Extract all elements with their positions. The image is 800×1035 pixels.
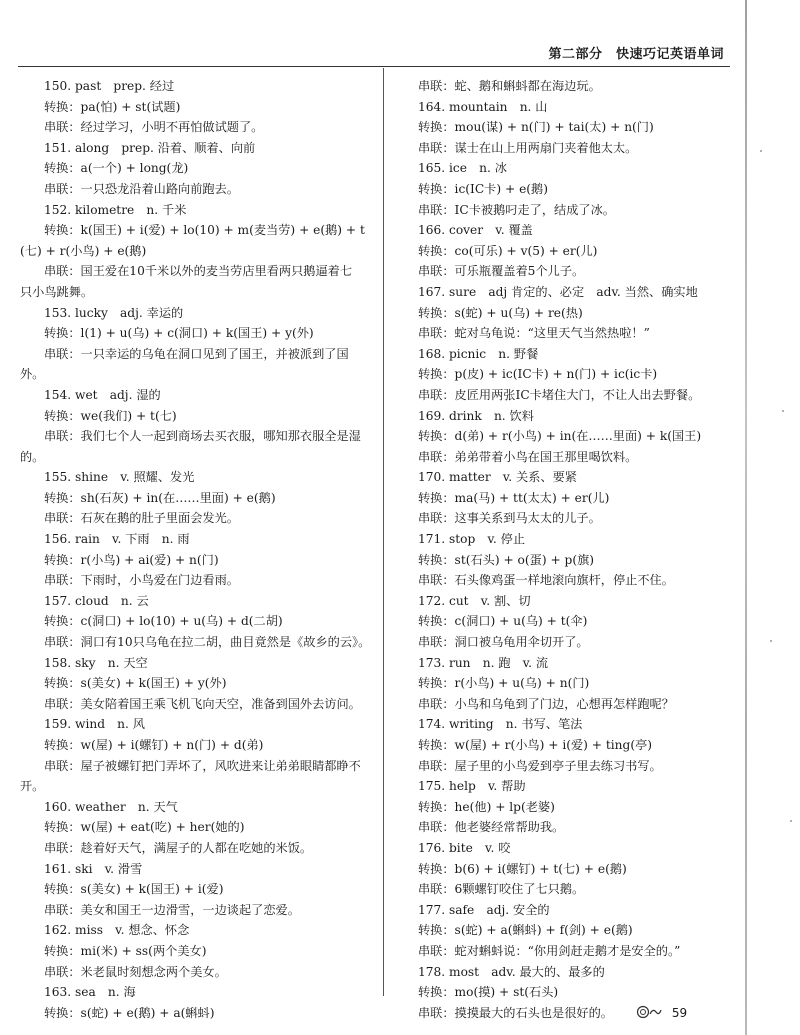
page-ornament-icon — [636, 1005, 662, 1022]
text-line: 157. cloud n. 云 — [44, 593, 149, 608]
text-line: 转换：c(洞口) + lo(10) + u(乌) + d(二胡) — [44, 614, 283, 629]
text-line: 串联：他老婆经常帮助我。 — [418, 820, 565, 835]
text-line: 转换：w(屋) + i(螺钉) + n(门) + d(弟) — [44, 738, 264, 752]
scan-edge-shadow — [745, 0, 747, 1035]
text-line: 152. kilometre n. 千米 — [44, 202, 187, 217]
text-line: 串联：这事关系到马太太的儿子。 — [418, 511, 601, 526]
text-line: 转换：we(我们) + t(七) — [44, 408, 177, 423]
text-line: 175. help v. 帮助 — [418, 779, 526, 794]
text-line: 串联：IC卡被鹅叼走了，结成了冰。 — [418, 202, 615, 217]
text-line: 转换：s(蛇) + e(鹅) + a(蝌蚪) — [44, 1005, 215, 1020]
left-column — [20, 76, 372, 1023]
text-line: 串联：下雨时，小鸟爱在门边看雨。 — [44, 573, 239, 588]
text-line: 串联：国王爱在10千米以外的麦当劳店里看两只鹅逼着七 — [44, 264, 353, 279]
page-header — [18, 28, 730, 67]
text-line: 154. wet adj. 湿的 — [44, 387, 161, 402]
text-line: 转换：co(可乐) + v(5) + er(儿) — [418, 243, 598, 258]
text-line: 171. stop v. 停止 — [418, 532, 526, 547]
text-line: 串联：一只幸运的乌龟在洞口见到了国王，并被派到了国 — [44, 346, 349, 361]
text-line: 163. sea n. 海 — [44, 985, 136, 1000]
text-line: 161. ski v. 滑雪 — [44, 861, 143, 876]
text-line: 串联：石灰在鹅的肚子里面会发光。 — [44, 511, 239, 526]
text-line: 转换：k(国王) + i(爱) + lo(10) + m(麦当劳) + e(鹅) + t — [44, 223, 365, 238]
text-line: 151. along prep. 沿着、顺着、向前 — [44, 140, 256, 155]
text-line: 串联：经过学习，小明不再怕做试题了。 — [44, 120, 264, 135]
text-line: 转换：w(屋) + eat(吃) + her(她的) — [44, 820, 245, 835]
text-line: 158. sky n. 天空 — [44, 655, 148, 670]
text-line: 串联：洞口被乌龟用伞切开了。 — [418, 635, 589, 650]
text-line: 转换：r(小鸟) + u(乌) + n(门) — [418, 676, 590, 691]
text-line: 156. rain v. 下雨 n. 雨 — [44, 532, 190, 547]
text-line: 转换：s(美女) + k(国王) + i(爱) — [44, 882, 224, 897]
text-line: 串联：洞口有10只乌龟在拉二胡，曲目竟然是《故乡的云》。 — [44, 635, 371, 650]
text-line: (七) + r(小鸟) + e(鹅) — [20, 243, 147, 258]
text-line: 177. safe adj. 安全的 — [418, 902, 550, 917]
scan-speck — [770, 640, 772, 642]
right-column — [394, 76, 732, 1023]
text-line: 串联：谋士在山上用两扇门夹着他太太。 — [418, 140, 638, 155]
text-line: 串联：蛇、鹅和蝌蚪都在海边玩。 — [418, 79, 601, 93]
text-line: 169. drink n. 饮料 — [418, 408, 534, 423]
text-line: 外。 — [20, 367, 45, 382]
text-line: 转换：mou(谋) + n(门) + tai(太) + n(门) — [418, 120, 654, 135]
text-line: 转换：s(美女) + k(国王) + y(外) — [44, 676, 227, 691]
text-line: 转换：he(他) + lp(老婆) — [418, 799, 555, 814]
text-line: 的。 — [20, 449, 45, 464]
text-line: 转换：ic(IC卡) + e(鹅) — [418, 181, 548, 196]
page-number-area — [636, 1005, 687, 1022]
text-line: 159. wind n. 风 — [44, 717, 145, 732]
text-line: 174. writing n. 书写、笔法 — [418, 717, 583, 732]
text-line: 串联：蛇对蝌蚪说：“你用剑赶走鹅才是安全的。” — [418, 943, 681, 958]
text-line: 串联：小鸟和乌龟到了门边，心想再怎样跑呢？ — [418, 696, 674, 711]
text-line: 转换：ma(马) + tt(太太) + er(儿) — [418, 490, 610, 505]
text-line: 转换：s(蛇) + u(乌) + re(热) — [418, 305, 583, 320]
text-line: 164. mountain n. 山 — [418, 99, 548, 114]
text-line: 160. weather n. 天气 — [44, 799, 178, 814]
text-line: 转换：mi(米) + ss(两个美女) — [44, 943, 207, 958]
text-line: 166. cover v. 覆盖 — [418, 223, 533, 238]
text-line: 转换：r(小鸟) + ai(爱) + n(门) — [44, 552, 219, 567]
text-line: 串联：米老鼠时刻想念两个美女。 — [44, 964, 227, 979]
text-line: 167. sure adj 肯定的、必定 adv. 当然、确实地 — [418, 284, 698, 299]
text-line: 串联：蛇对乌龟说：“这里天气当然热啦！” — [418, 326, 650, 341]
scan-speck — [760, 150, 762, 152]
text-line: 转换：b(6) + i(螺钉) + t(七) + e(鹅) — [418, 861, 627, 876]
text-line: 串联：皮匠用两张IC卡堵住大门，不让人出去野餐。 — [418, 387, 701, 402]
scan-speck — [790, 820, 792, 822]
text-line: 串联：可乐瓶覆盖着5个儿子。 — [418, 264, 585, 279]
text-line: 串联：趁着好天气，满屋子的人都在吃她的米饭。 — [44, 840, 313, 855]
text-line: 只小鸟跳舞。 — [20, 284, 94, 299]
page-number: 59 — [671, 1006, 688, 1020]
text-line: 串联：我们七个人一起到商场去买衣服，哪知那衣服全是湿 — [44, 429, 361, 444]
text-line: 串联：石头像鸡蛋一样地滚向旗杆，停止不住。 — [418, 573, 674, 588]
section-title: 第二部分 快速巧记英语单词 — [548, 47, 724, 62]
text-line: 串联：摸摸最大的石头也是很好的。 — [418, 1005, 613, 1020]
text-line: 转换：sh(石灰) + in(在……里面) + e(鹅) — [44, 490, 276, 505]
text-line: 开。 — [20, 779, 45, 794]
text-line: 150. past prep. 经过 — [44, 79, 175, 93]
scan-speck — [782, 410, 784, 412]
text-line: 168. picnic n. 野餐 — [418, 346, 539, 361]
text-line: 串联：屋子被螺钉把门弄坏了，风吹进来让弟弟眼睛都睁不 — [44, 758, 361, 773]
text-line: 转换：mo(摸) + st(石头) — [418, 985, 559, 1000]
text-line: 176. bite v. 咬 — [418, 840, 511, 855]
text-line: 转换：l(1) + u(乌) + c(洞口) + k(国王) + y(外) — [44, 326, 314, 341]
text-line: 串联：美女陪着国王乘飞机飞向天空，准备到国外去访问。 — [44, 696, 361, 711]
text-line: 串联：6颗螺钉咬住了七只鹅。 — [418, 882, 585, 897]
text-line: 178. most adv. 最大的、最多的 — [418, 964, 605, 979]
text-line: 转换：c(洞口) + u(乌) + t(伞) — [418, 614, 588, 629]
text-line: 173. run n. 跑 v. 流 — [418, 655, 549, 670]
text-line: 转换：st(石头) + o(蛋) + p(旗) — [418, 552, 595, 567]
text-line: 162. miss v. 想念、怀念 — [44, 923, 190, 938]
text-line: 转换：w(屋) + r(小鸟) + i(爱) + ting(亭) — [418, 738, 653, 752]
text-line: 153. lucky adj. 幸运的 — [44, 305, 184, 320]
text-line: 串联：美女和国王一边滑雪，一边谈起了恋爱。 — [44, 902, 300, 917]
text-line: 串联：屋子里的小鸟爱到亭子里去练习书写。 — [418, 758, 662, 773]
column-divider — [383, 68, 384, 996]
text-line: 155. shine v. 照耀、发光 — [44, 470, 195, 485]
text-line: 转换：d(弟) + r(小鸟) + in(在……里面) + k(国王) — [418, 429, 702, 444]
text-line: 转换：p(皮) + ic(IC卡) + n(门) + ic(ic卡) — [418, 367, 658, 382]
text-line: 转换：s(蛇) + a(蝌蚪) + f(剑) + e(鹅) — [418, 923, 633, 938]
text-line: 172. cut v. 割、切 — [418, 593, 531, 608]
text-line: 165. ice n. 冰 — [418, 161, 507, 176]
text-line: 转换：pa(怕) + st(试题) — [44, 99, 181, 114]
text-line: 串联：弟弟带着小鸟在国王那里喝饮料。 — [418, 449, 638, 464]
text-line: 转换：a(一个) + long(龙) — [44, 161, 189, 176]
text-line: 串联：一只恐龙沿着山路向前跑去。 — [44, 181, 239, 196]
text-line: 170. matter v. 关系、要紧 — [418, 470, 577, 485]
